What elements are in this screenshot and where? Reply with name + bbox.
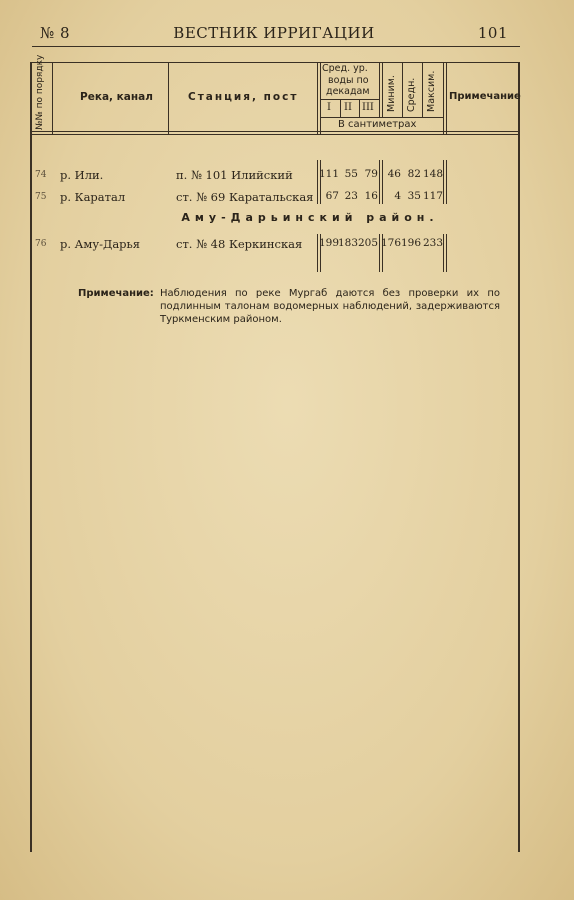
max-value: 148 [422, 168, 443, 180]
col-sep-9 [443, 62, 444, 134]
col-sep-4 [340, 99, 341, 117]
col-sep-3 [317, 62, 318, 134]
river-name: р. Аму-Дарья [60, 237, 141, 251]
header-rule [32, 46, 520, 47]
decade-3-value: 16 [364, 190, 378, 202]
decade-3-value: 205 [357, 237, 378, 249]
decade-2-value: 183 [337, 237, 358, 249]
mean-value: 196 [400, 237, 421, 249]
row-number: 76 [35, 239, 47, 249]
table-row [30, 237, 520, 255]
river-name: р. Каратал [60, 190, 126, 204]
mean-value: 82 [407, 168, 421, 180]
decade-1-value: 199 [318, 237, 339, 249]
col-sep-6 [379, 62, 380, 117]
page-number: 101 [477, 24, 508, 42]
decade-1-header: I [327, 102, 331, 113]
avg-level-header-1: Сред. ур. [322, 63, 368, 74]
decade-1-value: 67 [325, 190, 339, 202]
river-name: р. Или. [60, 168, 104, 182]
page-header [40, 24, 508, 46]
order-number-header: №№ по порядку [35, 54, 45, 130]
col-sep-7 [402, 62, 403, 117]
avg-level-header-2: воды по [328, 75, 369, 86]
units-line [320, 117, 443, 118]
decade-2-header: II [344, 102, 352, 113]
mean-value: 35 [407, 190, 421, 202]
table-row [30, 190, 520, 208]
decade-line [320, 99, 379, 100]
decade-1-value: 111 [318, 168, 339, 180]
col-sep-1 [52, 62, 53, 134]
max-value: 117 [422, 190, 443, 202]
station-name: ст. № 48 Керкинская [176, 237, 303, 251]
max-value: 233 [422, 237, 443, 249]
station-header: Станция, пост [188, 91, 299, 103]
col-sep-5 [359, 99, 360, 117]
min-value: 4 [394, 190, 401, 202]
header-bottom-line-2 [30, 134, 520, 135]
max-header: Максим. [426, 70, 437, 112]
decade-2-value: 23 [344, 190, 358, 202]
min-value: 46 [387, 168, 401, 180]
decade-3-value: 79 [364, 168, 378, 180]
min-value: 176 [380, 237, 401, 249]
station-name: ст. № 69 Каратальская [176, 190, 314, 204]
min-header: Миним. [386, 75, 397, 112]
river-header: Река, канал [80, 91, 153, 103]
footnote-label: Примечание: [78, 288, 154, 299]
col-sep-2 [168, 62, 169, 134]
issue-number: № 8 [40, 24, 71, 42]
station-name: п. № 101 Илийский [176, 168, 293, 182]
table-row [30, 168, 520, 186]
decade-3-header: III [362, 102, 374, 113]
col-sep-3b [320, 62, 321, 134]
mean-header: Средн. [406, 77, 417, 112]
avg-level-header-3: декадам [326, 86, 370, 97]
row-number: 74 [35, 170, 47, 180]
units-header: В сантиметрах [338, 119, 417, 130]
col-sep-6b [382, 62, 383, 117]
journal-title: ВЕСТНИК ИРРИГАЦИИ [173, 24, 375, 42]
col-sep-9b [446, 62, 447, 134]
region-heading: Аму-Дарьинский район. [181, 211, 439, 224]
col-sep-8 [422, 62, 423, 117]
decade-2-value: 55 [344, 168, 358, 180]
note-header: Примечание [449, 91, 521, 102]
footnote-text: Наблюдения по реке Мургаб даются без проверки их по подлинным талонам водомерных наблюдений, задерживаются Туркменским районом. [160, 288, 500, 325]
row-number: 75 [35, 192, 47, 202]
